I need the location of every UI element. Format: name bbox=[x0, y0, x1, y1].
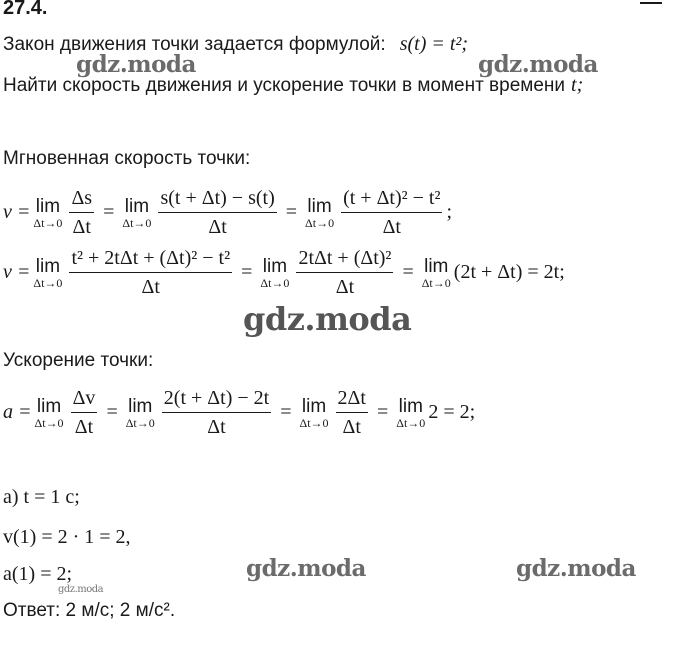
limit-operator: lim Δt→0 bbox=[299, 395, 329, 430]
eq2-fraction-1: $\frac{\text{t² + 2tΔt + (Δt)² − t²}}{\Delta t}$ bbox=[71, 247, 231, 298]
eq2-fraction-2: $\frac{\text{2tΔt + (Δt)²}}{\Delta t}$ bbox=[298, 247, 392, 298]
condition-formula: s(t) = t²; bbox=[399, 33, 469, 55]
condition-text-2: Найти скорость движения и ускорение точки в момент времени bbox=[3, 74, 566, 96]
condition-line-1 bbox=[3, 33, 468, 56]
velocity-equation-2: v = lim Δt→0 $\frac{\text{t² + 2tΔt + (Δt)² − t²}}{\Delta t}$ = lim Δt→0 $\frac{\text{2tΔt + (Δt)²}}{\Delta t}$ = lim Δt→0 (2t + Δt) = 2t; bbox=[3, 247, 565, 298]
limit-operator: lim Δt→0 bbox=[122, 195, 152, 230]
eq2-tail: (2t + Δt) = 2t; bbox=[453, 261, 565, 283]
eq1-fraction-2: $\frac{s(t + \Delta t) - s(t)}{\Delta t}$ bbox=[160, 187, 275, 238]
limit-operator: lim Δt→0 bbox=[33, 255, 63, 290]
eq1-lhs: v = bbox=[3, 201, 31, 223]
condition-text-1: Закон движения точки задается формулой: bbox=[3, 33, 386, 55]
limit-operator: lim Δt→0 bbox=[33, 195, 63, 230]
acceleration-equation: a = lim Δt→0 $\frac{\Delta v}{\Delta t}$ = lim Δt→0 $\frac{2(t + \Delta t) - 2t}{\Delta t}$ = lim Δt→0 $\frac{2\Delta t}{\Delta t}$ = lim Δt→0 2 = 2; bbox=[3, 387, 476, 438]
eq2-lhs: v = bbox=[3, 261, 31, 283]
acc-fraction-1: $\frac{\Delta v}{\Delta t}$ bbox=[72, 387, 96, 438]
part-a-given: а) t = 1 c; bbox=[3, 486, 80, 508]
watermark: gdz.moda bbox=[478, 51, 598, 78]
acceleration-heading: Ускорение точки: bbox=[3, 350, 154, 371]
limit-operator: lim Δt→0 bbox=[396, 395, 426, 430]
answer-line: Ответ: 2 м/с; 2 м/с². bbox=[3, 600, 176, 621]
condition-var: t; bbox=[571, 74, 584, 96]
limit-operator: lim Δt→0 bbox=[260, 255, 290, 290]
watermark: gdz.moda bbox=[243, 300, 412, 338]
problem-number: 27.4. bbox=[3, 0, 48, 19]
eq1-fraction-1: $\frac{\Delta s}{\Delta t}$ bbox=[71, 187, 93, 238]
watermark: gdz.moda bbox=[76, 51, 196, 78]
part-a-acceleration: a(1) = 2; bbox=[3, 563, 73, 585]
velocity-equation-1: v = lim Δt→0 $\frac{\Delta s}{\Delta t}$ = lim Δt→0 $\frac{s(t + \Delta t) - s(t)}{\Delta t}$ = lim Δt→0 $\frac{\text{(t + Δt)² − t²}}{\Delta t}$ ; bbox=[3, 187, 453, 238]
watermark: gdz.moda bbox=[516, 555, 636, 582]
part-a-velocity: v(1) = 2 · 1 = 2, bbox=[3, 526, 131, 548]
watermark: gdz.moda bbox=[246, 555, 366, 582]
limit-operator: lim Δt→0 bbox=[421, 255, 451, 290]
eq1-fraction-3: $\frac{\text{(t + Δt)² − t²}}{\Delta t}$ bbox=[343, 187, 441, 238]
acc-fraction-2: $\frac{2(t + \Delta t) - 2t}{\Delta t}$ bbox=[163, 387, 270, 438]
limit-operator: lim Δt→0 bbox=[125, 395, 155, 430]
acc-tail: 2 = 2; bbox=[428, 401, 476, 423]
watermark: gdz.moda bbox=[58, 584, 104, 595]
acc-lhs: a = bbox=[3, 401, 32, 423]
limit-operator: lim Δt→0 bbox=[34, 395, 64, 430]
eq1-end: ; bbox=[446, 201, 453, 223]
acc-fraction-3: $\frac{2\Delta t}{\Delta t}$ bbox=[337, 387, 366, 438]
corner-bracket-mark bbox=[640, 0, 662, 4]
velocity-heading: Мгновенная скорость точки: bbox=[3, 148, 251, 169]
limit-operator: lim Δt→0 bbox=[305, 195, 335, 230]
